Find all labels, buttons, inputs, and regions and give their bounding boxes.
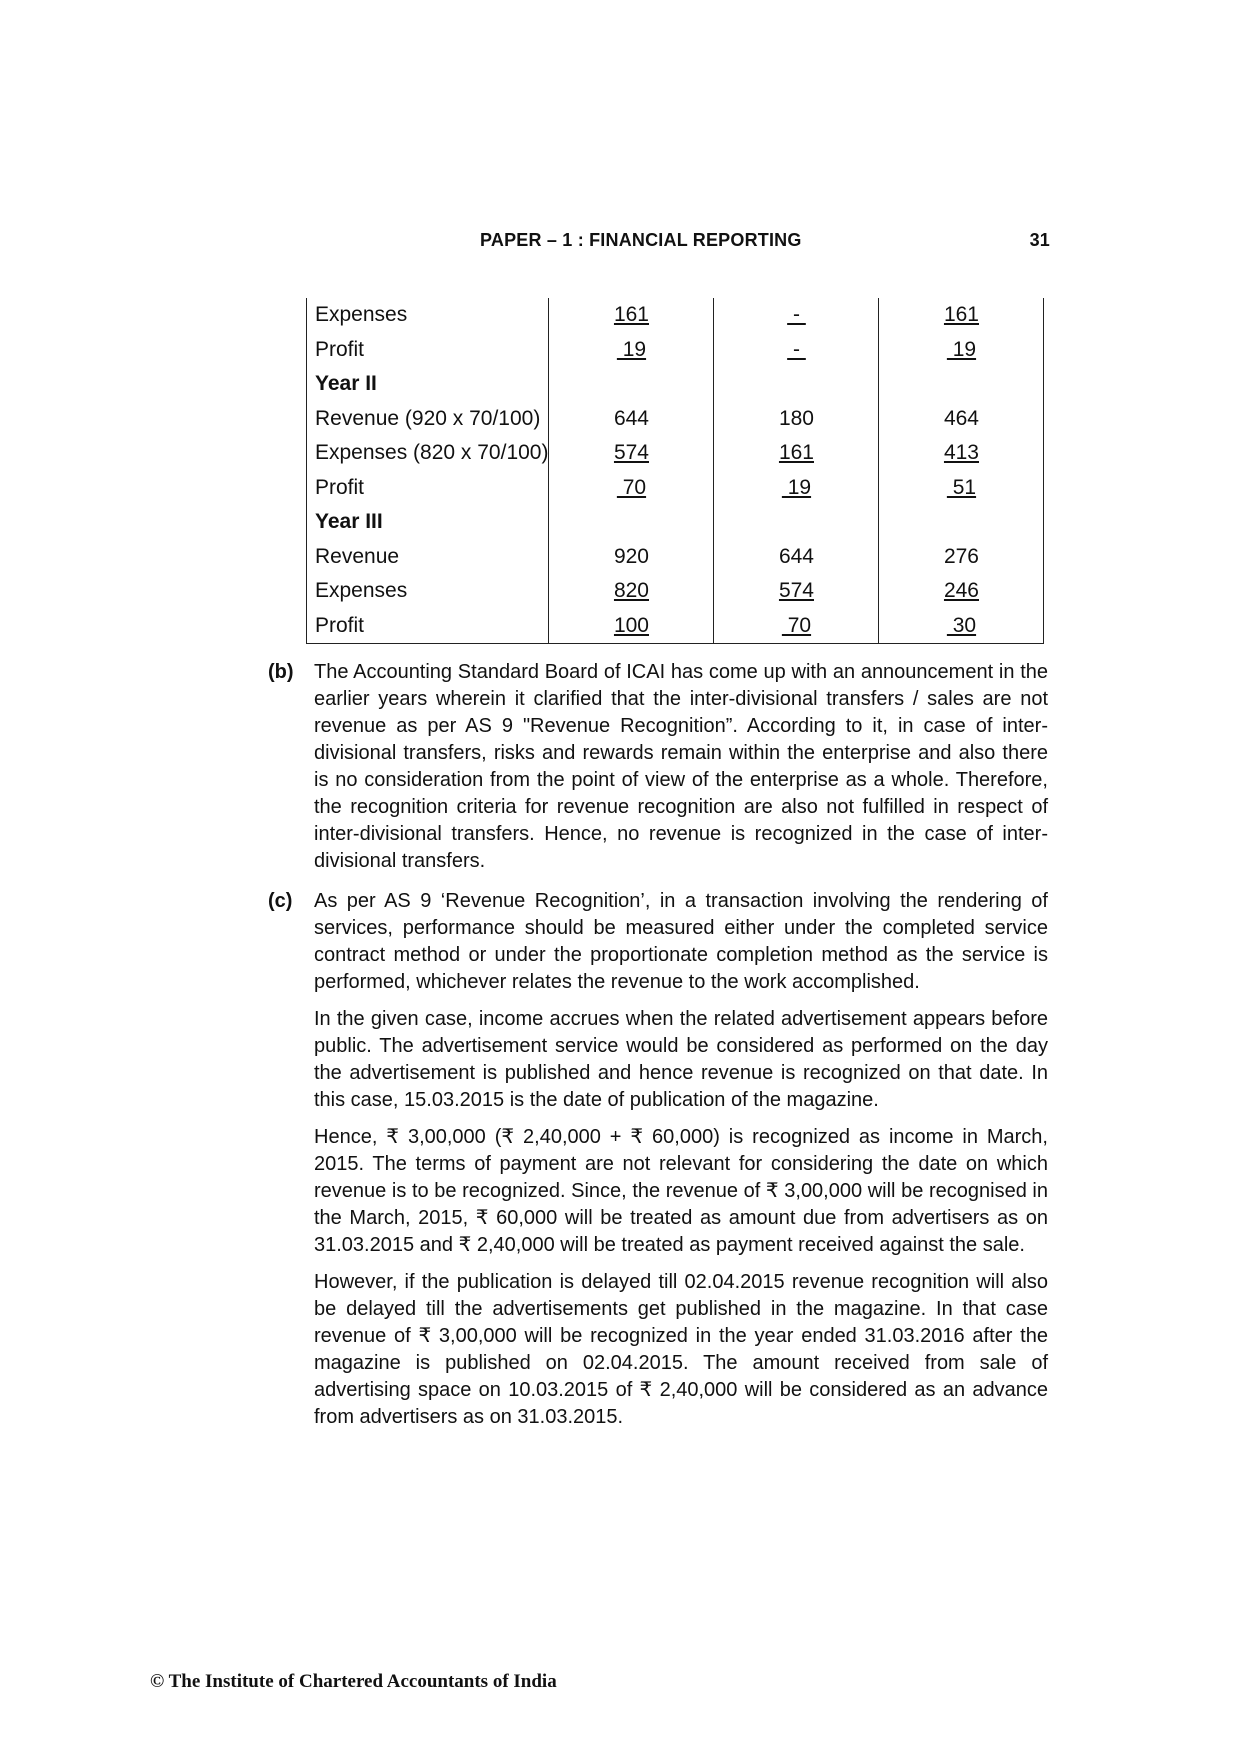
page-number: 31 (1029, 230, 1050, 250)
cell-col2: 19 (714, 471, 879, 506)
section-marker: (b) (268, 661, 294, 683)
cell-col2: 644 (714, 540, 879, 575)
cell-col1 (549, 505, 714, 540)
cell-col1: 100 (549, 609, 714, 644)
cell-col3: 246 (879, 574, 1044, 609)
table-row (307, 609, 1044, 644)
year-heading: Year III (307, 505, 549, 540)
cell-col3: 51 (879, 471, 1044, 506)
section-c-paragraph: As per AS 9 ‘Revenue Recognition’, in a transaction involving the rendering of services, performance should be measured either under the completed service contract method or under the proportionate completion method as the service is performed, whichever relates the revenue to the work accomplished. (314, 890, 1048, 993)
cell-col2 (714, 505, 879, 540)
table-row (307, 505, 1044, 540)
cell-col2: 70 (714, 609, 879, 644)
cell-col3: 464 (879, 402, 1044, 437)
page-header (270, 230, 1050, 256)
row-label: Profit (307, 333, 549, 368)
cell-col3: 161 (879, 298, 1044, 333)
table-row (307, 402, 1044, 437)
table-row (307, 574, 1044, 609)
cell-col2: - (714, 298, 879, 333)
table-row (307, 540, 1044, 575)
row-label: Profit (307, 609, 549, 644)
cell-col2: 161 (714, 436, 879, 471)
paper-title: PAPER – 1 : FINANCIAL REPORTING (480, 230, 802, 250)
year-heading: Year II (307, 367, 549, 402)
section-c (268, 888, 1048, 1431)
cell-col2: 180 (714, 402, 879, 437)
section-c-paragraph: In the given case, income accrues when the related advertisement appears before public. The advertisement service would be considered as performed on the day the advertisement is published and hence revenue is recognized on that date. In this case, 15.03.2015 is the date of publication of the magazine. (314, 1008, 1048, 1111)
cell-col1: 70 (549, 471, 714, 506)
row-label: Revenue (920 x 70/100) (307, 402, 549, 437)
cell-col1: 161 (549, 298, 714, 333)
row-label: Expenses (307, 298, 549, 333)
cell-col1: 644 (549, 402, 714, 437)
cell-col1: 574 (549, 436, 714, 471)
revenue-expense-table (306, 298, 1044, 644)
row-label: Revenue (307, 540, 549, 575)
section-c-paragraph: Hence, ₹ 3,00,000 (₹ 2,40,000 + ₹ 60,000) is recognized as income in March, 2015. The terms of payment are not relevant for considering the date on which revenue is to be recognized. Since, the revenue of ₹ 3,00,000 will be recognised in the March, 2015, ₹ 60,000 will be treated as amount due from advertisers as on 31.03.2015 and ₹ 2,40,000 will be treated as payment received against the sale. (314, 1126, 1048, 1256)
cell-col1: 820 (549, 574, 714, 609)
cell-col1 (549, 367, 714, 402)
row-label: Expenses (820 x 70/100) (307, 436, 549, 471)
row-label: Expenses (307, 574, 549, 609)
cell-col1: 19 (549, 333, 714, 368)
section-marker: (c) (268, 890, 293, 912)
cell-col3 (879, 505, 1044, 540)
section-b-paragraph: The Accounting Standard Board of ICAI has come up with an announcement in the earlier years wherein it clarified that the inter-divisional transfers / sales are not revenue as per AS 9 "Revenue Recognition”. According to it, in case of inter-divisional transfers, risks and rewards remain within the enterprise and also there is no consideration from the point of view of the enterprise as a whole. Therefore, the recognition criteria for revenue recognition are also not fulfilled in respect of inter-divisional transfers. Hence, no revenue is recognized in the case of inter-divisional transfers. (314, 661, 1048, 872)
cell-col1: 920 (549, 540, 714, 575)
section-c-paragraph: However, if the publication is delayed till 02.04.2015 revenue recognition will also be delayed till the advertisements get published in the magazine. In that case revenue of ₹ 3,00,000 will be recognized in the year ended 31.03.2016 after the magazine is published on 02.04.2015. The amount received from sale of advertising space on 10.03.2015 of ₹ 2,40,000 will be considered as an advance from advertisers as on 31.03.2015. (314, 1271, 1048, 1428)
copyright-footer: © The Institute of Chartered Accountants of India (150, 1671, 557, 1692)
table-row (307, 333, 1044, 368)
table-row (307, 367, 1044, 402)
cell-col3 (879, 367, 1044, 402)
cell-col3: 413 (879, 436, 1044, 471)
cell-col3: 276 (879, 540, 1044, 575)
cell-col2: - (714, 333, 879, 368)
row-label: Profit (307, 471, 549, 506)
cell-col3: 19 (879, 333, 1044, 368)
table-row (307, 436, 1044, 471)
cell-col2: 574 (714, 574, 879, 609)
cell-col3: 30 (879, 609, 1044, 644)
table-row (307, 471, 1044, 506)
section-b (268, 659, 1048, 875)
table-row (307, 298, 1044, 333)
cell-col2 (714, 367, 879, 402)
